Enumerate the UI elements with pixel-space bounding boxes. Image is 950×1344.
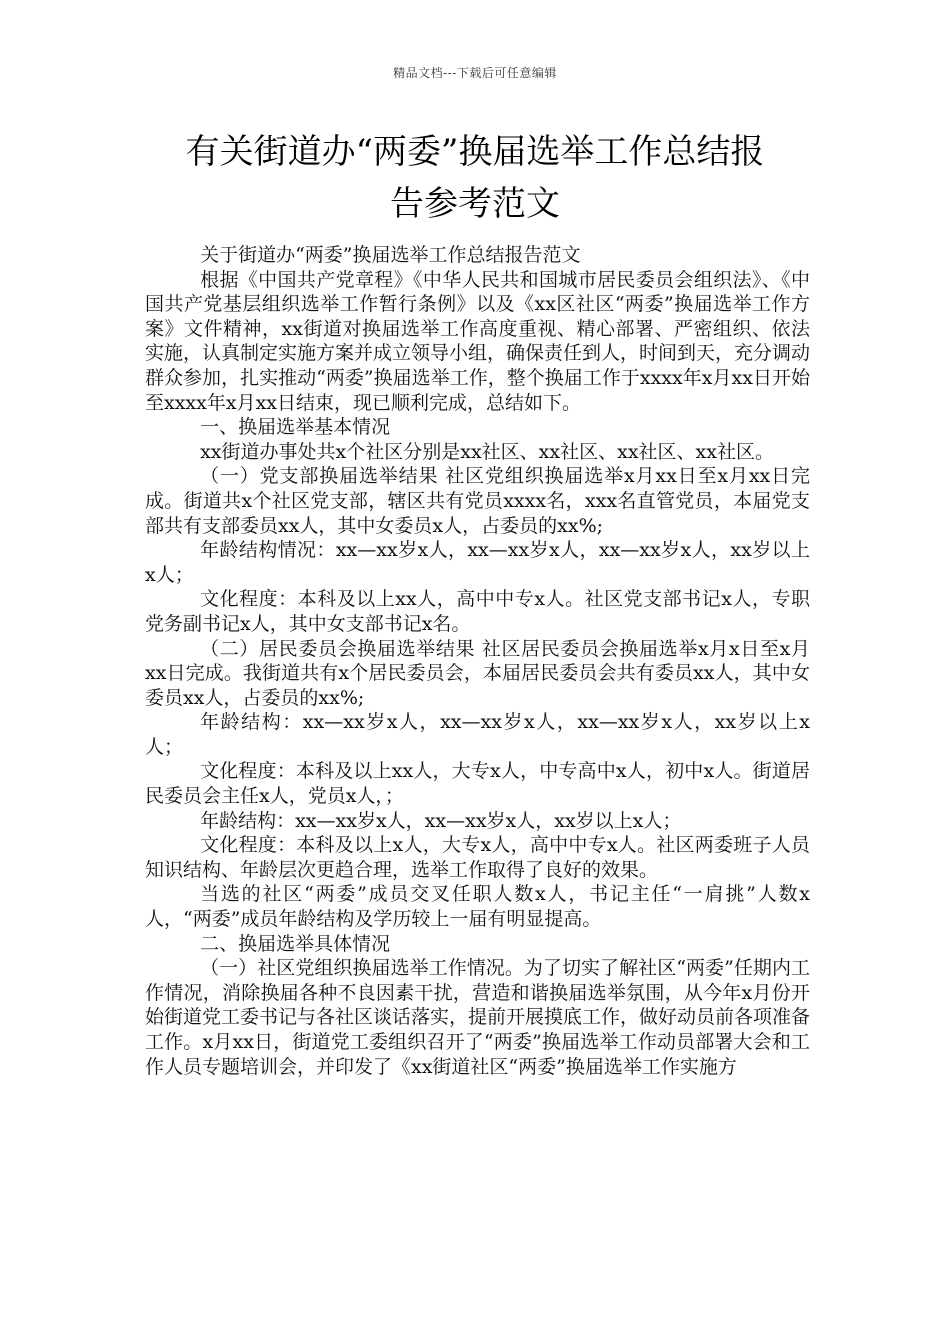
paragraph: xx街道办事处共x个社区分别是xx社区、xx社区、xx社区、xx社区。 — [200, 440, 774, 463]
paragraph-intro: 根据《中国共产党章程》《中华人民共和国城市居民委员会组织法》、《中国共产党基层组织选举工作暂行条例》以及《xx区社区“两委”换届选举工作方案》文件精神，xx街道对换届选举工作高度重视、精心部署、严密组织、依法实施，认真制定实施方案并成立领导小组，确保责任到人，时间到天，充分调动群众参加，扎实推动“两委”换届选举工作，整个换届工作于xxxx年x月xx日开始至xxxx年x月xx日结束，现已顺利完成，总结如下。 — [145, 268, 811, 414]
paragraph: （二）居民委员会换届选举结果 社区居民委员会换届选举x月x日至x月xx日完成。我街道共有x个居民委员会，本届居民委员会共有委员xx人，其中女委员xx人，占委员的xx%; — [145, 637, 810, 709]
paragraph: 当选的社区“两委”成员交叉任职人数x人，书记主任“一肩挑”人数x人，“两委”成员年龄结构及学历较上一届有明显提高。 — [145, 883, 810, 931]
document-title — [0, 126, 950, 230]
paragraph: 年龄结构情况：xx—xx岁x人，xx—xx岁x人，xx—xx岁x人，xx岁以上x人； — [145, 539, 810, 586]
section-heading-1: 一、换届选举基本情况 — [200, 416, 391, 439]
paragraph: 文化程度：本科及以上xx人，高中中专x人。社区党支部书记x人，专职党务副书记x人，其中女支部书记x名。 — [145, 588, 810, 635]
title-line-2: 告参考范文 — [390, 184, 560, 224]
paragraph: 年龄结构：xx—xx岁x人，xx—xx岁x人，xx—xx岁x人，xx岁以上x人； — [145, 711, 810, 758]
paragraph: （一）党支部换届选举结果 社区党组织换届选举x月xx日至x月xx日完成。街道共x个社区党支部，辖区共有党员xxxx名，xxx名直管党员，本届党支部共有支部委员xx人，其中女委员x人，占委员的xx%; — [145, 465, 810, 537]
paragraph: 年龄结构：xx—xx岁x人，xx—xx岁x人，xx岁以上x人； — [200, 809, 682, 832]
section-heading-2: 二、换届选举具体情况 — [200, 932, 391, 955]
page-header: 精品文档---下载后可任意编辑 — [393, 66, 557, 80]
paragraph-subtitle: 关于街道办“两委”换届选举工作总结报告范文 — [200, 244, 581, 266]
paragraph: 文化程度：本科及以上xx人，大专x人，中专高中x人，初中x人。街道居民委员会主任x人，党员x人，； — [145, 760, 810, 808]
paragraph: （一）社区党组织换届选举工作情况。为了切实了解社区“两委”任期内工作情况，消除换届各种不良因素干扰，营造和谐换届选举氛围，从今年x月份开始街道党工委书记与各社区谈话落实，提前开展摸底工作，做好动员前各项准备工作。x月xx日，街道党工委组织召开了“两委”换届选举工作动员部署大会和工作人员专题培训会，并印发了《xx街道社区“两委”换届选举工作实施方 — [145, 957, 811, 1078]
document-body — [145, 243, 810, 1079]
title-line-1: 有关街道办“两委”换届选举工作总结报 — [185, 132, 765, 172]
paragraph: 文化程度：本科及以上x人，大专x人，高中中专x人。社区两委班子人员知识结构、年龄层次更趋合理，选举工作取得了良好的效果。 — [145, 834, 810, 881]
